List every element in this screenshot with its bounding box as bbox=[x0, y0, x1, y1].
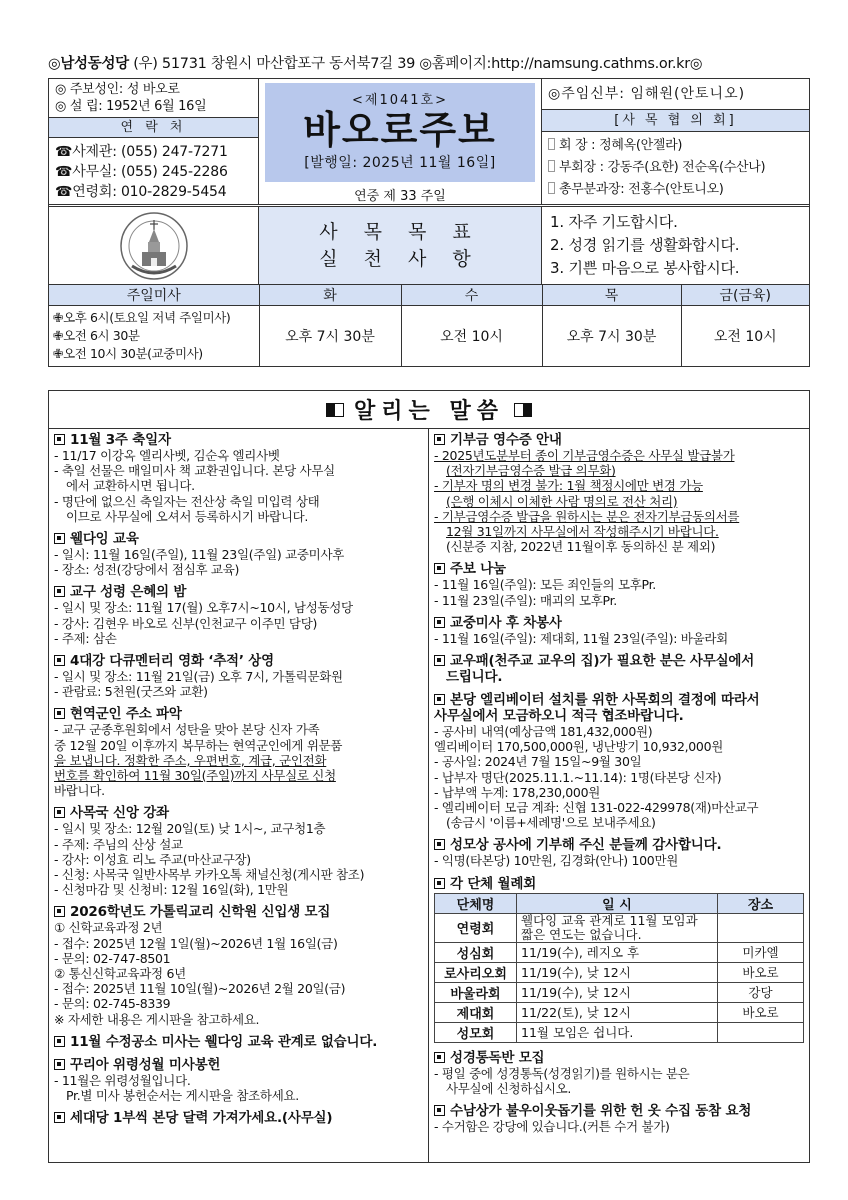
col-header-sunday: 주일미사 bbox=[49, 285, 259, 306]
parish-name: ◎남성동성당 bbox=[48, 56, 129, 72]
bulletin-title: 바오로주보 bbox=[303, 108, 497, 152]
bullet-square-icon bbox=[54, 434, 65, 445]
wed-mass-time: 오전 10시 bbox=[401, 306, 542, 366]
announcements-title: 알리는 말씀 bbox=[49, 391, 809, 429]
announcements-section bbox=[48, 390, 810, 1163]
bullet-square-icon bbox=[54, 655, 65, 666]
notice-sujeong-mass: 11월 수정공소 미사는 웰다잉 교육 관계로 없습니다. bbox=[54, 1034, 423, 1050]
church-emblem-icon bbox=[118, 210, 190, 282]
parish-info-panel bbox=[49, 79, 259, 204]
half-square-icon bbox=[326, 403, 344, 417]
announcements-left-column bbox=[49, 429, 429, 1163]
bullet-square-icon bbox=[54, 1112, 65, 1123]
bullet-square-icon bbox=[434, 563, 445, 574]
contact-heading: 연 락 처 bbox=[49, 118, 258, 138]
parish-info-line bbox=[48, 52, 808, 73]
bullet-square-icon bbox=[434, 1105, 445, 1116]
council-heading: [사 목 협 의 회] bbox=[542, 110, 809, 132]
bullet-square-icon bbox=[54, 807, 65, 818]
bullet-square-icon bbox=[434, 434, 445, 445]
checkbox-icon bbox=[548, 182, 555, 194]
notice-mary-statue-thanks: 성모상 공사에 기부해 주신 분들께 감사합니다. - 익명(타본당) 10만원, 김경화(안나) 100만원 bbox=[434, 837, 722, 869]
bullet-square-icon bbox=[434, 617, 445, 628]
notice-curia-mass: 꾸리아 위령성월 미사봉헌 - 11월은 위령성월입니다. Pr.별 미사 봉헌순서는 게시판을 참조하세요. bbox=[54, 1056, 299, 1104]
notice-faith-lecture: 사목국 신앙 강좌 - 일시 및 장소: 12월 20일(토) 낮 1시~, 교구청1층 - 주제: 주님의 산상 설교 - 강사: 이성효 리노 주교(마산교구장) - 신청: 사목국 일반사목부 카카오톡 채널신청(게시판 참조) - 신청마감 및 신청비: 12월 16일(화), 1만원 bbox=[54, 805, 365, 898]
bullet-square-icon bbox=[54, 1036, 65, 1047]
bullet-square-icon bbox=[434, 655, 445, 666]
fri-mass-time: 오전 10시 bbox=[713, 328, 777, 345]
monthly-meetings-table bbox=[434, 893, 804, 1043]
parish-address: (우) 51731 창원시 마산합포구 동서북7길 39 ◎홈페이지:http://namsung.cathms.or.kr◎ bbox=[128, 56, 703, 72]
notice-bible-reading: 성경통독반 모집 - 평일 중에 성경통독(성경읽기)를 원하시는 분은 사무실에 신청하십시오. bbox=[434, 1049, 690, 1096]
notice-elevator-fund: 본당 엘리베이터 설치를 위한 사목회의 결정에 따라서 사무실에서 모금하오니 적극 협조바랍니다. - 공사비 내역(예상금액 181,432,000원) 엘리베이터 170,500,000원, 냉난방기 10,932,000원 - 공사일: 2024년 7월 15일~9월 30일 - 납부자 명단(2025.11.1.~11.14): 1명(타본당 신자) - 납부액 누계: 178,230,000원 - 엘리베이터 모금 계좌: 신협 131-022-429978(재)마산교구 (송금시 '이름+세례명'으로 보내주세요) bbox=[434, 692, 760, 831]
bullet-square-icon bbox=[54, 708, 65, 719]
notice-tea-service: 교중미사 후 차봉사 - 11월 16일(주일): 제대회, 11월 23일(주일): 바울라회 bbox=[434, 614, 728, 646]
publish-date: [발행일: 2025년 11월 16일] bbox=[304, 155, 496, 171]
phone-list bbox=[49, 138, 258, 206]
notice-documentary: 4대강 다큐멘터리 영화 ‘추적’ 상영 - 일시 및 장소: 11월 21일(금) 오후 7시, 가톨릭문화원 - 관람료: 5천원(굿즈와 교환) bbox=[54, 653, 343, 700]
council-secretary: 총무분과장: 전홍수(안토니오) bbox=[548, 179, 803, 201]
council-president: 회 장 : 정혜옥(안젤라) bbox=[548, 135, 803, 157]
table-row: 제대회 11/22(토), 낮 12시 바오로 bbox=[435, 1002, 804, 1022]
notice-monthly-meetings: 각 단체 월례회 단체명 일 시 장소 연령회 웰다잉 교육 관계로 11월 모임과 짧은 연도는 없습니다. 성심회 11/19(수), 레지오 후 미카엘 로사리오회 11/19(수), 낮 12시 바오로 바울라회 11/19(수), 낮 12시 강당 제대회 11/22(토), 낮 12시 바오로 성모회 11월 모임은 쉽니다. bbox=[434, 876, 804, 1043]
tue-mass-time: 오후 7시 30분 bbox=[259, 306, 401, 366]
bullet-square-icon bbox=[54, 586, 65, 597]
table-row: 성모회 11월 모임은 쉽니다. bbox=[435, 1022, 804, 1042]
table-row: 로사리오회 11/19(수), 낮 12시 바오로 bbox=[435, 962, 804, 982]
notice-clothing-drive: 수남상가 불우이웃돕기를 위한 헌 옷 수집 동참 요청 - 수거함은 강당에 있습니다.(커튼 수거 불가) bbox=[434, 1103, 752, 1135]
council-vice: 부회장 : 강동주(요한) 전순옥(수산나) bbox=[548, 157, 803, 179]
col-header-wed: 수 bbox=[401, 285, 542, 306]
notice-bulletin-sharing: 주보 나눔 - 11월 16일(주일): 모든 죄인들의 모후Pr. - 11월 23일(주일): 매괴의 모후Pr. bbox=[434, 561, 656, 608]
bullet-square-icon bbox=[434, 694, 445, 705]
mass-schedule-table bbox=[49, 285, 809, 366]
founded-date: ◎ 설 립: 1952년 6월 16일 bbox=[55, 99, 207, 114]
table-row: 바울라회 11/19(수), 낮 12시 강당 bbox=[435, 982, 804, 1002]
phone-office: ☎사무실: (055) 245-2286 bbox=[55, 164, 228, 180]
goal-item: 1. 자주 기도합시다. bbox=[550, 213, 678, 231]
col-header-fri: 금(금육) bbox=[681, 285, 809, 306]
thu-mass-time: 오후 7시 30분 bbox=[542, 306, 681, 366]
bullet-square-icon bbox=[434, 878, 445, 889]
council-panel bbox=[542, 79, 809, 204]
col-header-time: 일 시 bbox=[517, 893, 718, 913]
bullet-square-icon bbox=[54, 533, 65, 544]
bullet-square-icon bbox=[434, 1052, 445, 1063]
notice-donation-receipt: 기부금 영수증 안내 - 2025년도분부터 종이 기부금영수증은 사무실 발급불가 (전자기부금영수증 발급 의무화) - 기부자 명의 변경 불가: 1월 책정시에만 변경 가능 (은행 이체시 이체한 사람 명의로 전산 처리) - 기부금영수증 발급을 원하시는 분은 전자기부금동의서를 12월 31일까지 사무실에서 작성해주시기 바랍니다. (신분증 지참, 2022년 11월이후 동의하신 분 제외) bbox=[434, 432, 740, 555]
pastoral-goal-heading: 사 목 목 표 실 천 사 항 bbox=[259, 207, 542, 284]
patron-saint: ◎ 주보성인: 성 바오로 bbox=[55, 82, 180, 97]
bullet-square-icon bbox=[54, 1059, 65, 1070]
notice-calendar: 세대당 1부씩 본당 달력 가져가세요.(사무실) bbox=[54, 1110, 423, 1126]
parish-logo bbox=[49, 207, 259, 284]
notice-well-dying: 웰다잉 교육 - 일시: 11월 16일(주일), 11월 23일(주일) 교중미사후 - 장소: 성전(강당에서 점심후 교육) bbox=[54, 531, 344, 578]
title-panel bbox=[259, 79, 542, 204]
notice-feast-day: 11월 3주 축일자 - 11/17 이강옥 엘리사벳, 김순옥 엘리사벳 - 축일 선물은 매일미사 책 교환권입니다. 본당 사무실 에서 교환하시면 됩니다. - 명단에 없으신 축일자는 전산상 축일 미입력 상태 이므로 사무실에 오셔서 등록하시기 바랍니다. bbox=[54, 432, 335, 524]
notice-theology-admission: 2026학년도 가톨릭교리 신학원 신입생 모집 ① 신학교육과정 2년 - 접수: 2025년 12월 1일(월)~2026년 1월 16일(금) - 문의: 02-747-8501 ② 통신신학교육과정 6년 - 접수: 2025년 11월 10일(월)~2026년 2월 20일(금) - 문의: 02-745-8339 ※ 자세한 내용은 게시판을 참고하세요. bbox=[54, 904, 346, 1027]
table-row: 성심회 11/19(수), 레지오 후 미카엘 bbox=[435, 942, 804, 962]
checkbox-icon bbox=[548, 138, 555, 150]
checkbox-icon bbox=[548, 160, 555, 172]
col-header-tue: 화 bbox=[259, 285, 401, 306]
table-row: 연령회 웰다잉 교육 관계로 11월 모임과 짧은 연도는 없습니다. bbox=[435, 913, 804, 942]
sunday-mass-times: ✙오후 6시(토요일 저녁 주일미사) ✙오전 6시 30분 ✙오전 10시 30분(교중미사) bbox=[49, 306, 259, 366]
goal-item: 3. 기쁜 마음으로 봉사합시다. bbox=[550, 259, 740, 277]
notice-house-plaque: 교우패(천주교 교우의 집)가 필요한 분은 사무실에서 드립니다. bbox=[434, 653, 804, 685]
phone-funeral: ☎연령회: 010-2829-5454 bbox=[55, 184, 227, 200]
notice-holy-spirit-night: 교구 성령 은혜의 밤 - 일시 및 장소: 11월 17(월) 오후7시~10시, 남성동성당 - 강사: 김현우 바오로 신부(인천교구 이주민 담당) - 주제: 삼손 bbox=[54, 584, 353, 646]
issue-number: <제1041호> bbox=[352, 93, 448, 108]
pastoral-goals-list bbox=[542, 207, 809, 284]
notice-soldier-address: 현역군인 주소 파악 - 교구 군종후원회에서 성탄을 맞아 본당 신자 가족 중 12월 20일 이후까지 복무하는 현역군인에게 위문품 을 보냅니다. 정확한 주소, 우편번호, 계급, 군인전화 번호를 확인하여 11월 30일(주일)까지 사무실로 신청 바랍니다. bbox=[54, 706, 343, 799]
col-header-thu: 목 bbox=[542, 285, 681, 306]
col-header-place: 장소 bbox=[718, 893, 804, 913]
phone-rectory: ☎사제관: (055) 247-7271 bbox=[55, 144, 228, 160]
bulletin-header bbox=[48, 78, 810, 367]
bullet-square-icon bbox=[434, 839, 445, 850]
liturgical-week: 연중 제 33 주일 bbox=[354, 189, 446, 204]
goal-item: 2. 성경 읽기를 생활화합시다. bbox=[550, 236, 740, 254]
col-header-group: 단체명 bbox=[435, 893, 517, 913]
announcements-right-column bbox=[429, 429, 809, 1163]
half-square-icon bbox=[514, 403, 532, 417]
bullet-square-icon bbox=[54, 906, 65, 917]
pastor-name: ◎주임신부: 임해원(안토니오) bbox=[542, 79, 809, 110]
